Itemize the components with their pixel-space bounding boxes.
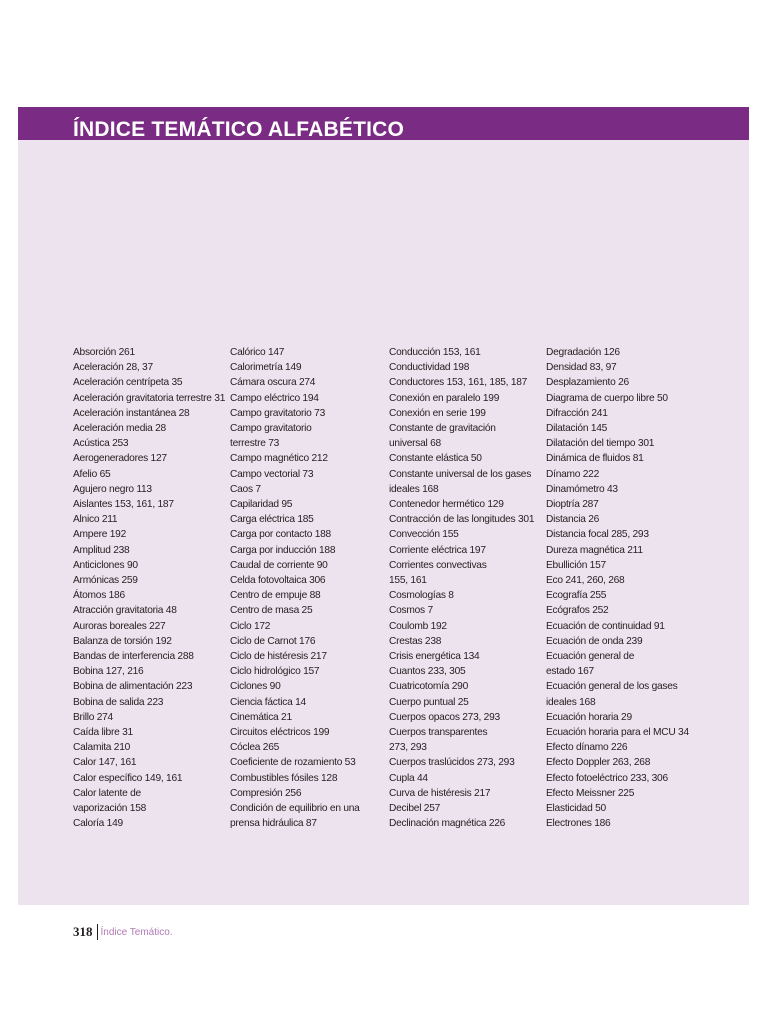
- index-entry: ideales 168: [546, 696, 596, 708]
- index-entry: Ciclo hidrológico 157: [230, 666, 320, 678]
- index-entry: Decibel 257: [389, 803, 441, 815]
- page-footer: [73, 922, 173, 942]
- index-entry: Aceleración 28, 37: [73, 362, 153, 374]
- index-entry: Agujero negro 113: [73, 483, 152, 495]
- index-entry: Crestas 238: [389, 635, 442, 647]
- index-entry: Ecografía 255: [546, 590, 607, 602]
- index-entry: estado 167: [546, 666, 594, 678]
- index-entry: Aislantes 153, 161, 187: [73, 499, 174, 511]
- index-entry: Distancia 26: [546, 514, 600, 526]
- index-entry: Anticiclones 90: [73, 559, 138, 571]
- index-entry: Contracción de las longitudes 301: [389, 514, 535, 526]
- index-entry: Conducción 153, 161: [389, 347, 481, 358]
- page-number: 318: [73, 924, 93, 939]
- index-entry: Dinámica de fluidos 81: [546, 453, 644, 465]
- index-entry: 273, 293: [389, 742, 427, 754]
- index-entry: Convección 155: [389, 529, 459, 541]
- index-entry: Elasticidad 50: [546, 803, 606, 815]
- index-entry: Aceleración gravitatoria terrestre 31: [73, 392, 226, 404]
- index-entry: Ampere 192: [73, 529, 126, 541]
- index-entry: Constante elástica 50: [389, 453, 482, 465]
- index-entry: Dilatación del tiempo 301: [546, 438, 655, 450]
- index-entry: Carga eléctrica 185: [230, 514, 314, 526]
- index-entry: Difracción 241: [546, 407, 608, 419]
- index-entry: Ecuación de continuidad 91: [546, 620, 665, 632]
- index-entry: Constante de gravitación: [389, 423, 496, 435]
- index-entry: Bobina de alimentación 223: [73, 681, 193, 693]
- index-entry: Ecuación general de los gases: [546, 681, 678, 693]
- index-entry: Cóclea 265: [230, 742, 280, 754]
- index-entry: Cuerpos transparentes: [389, 727, 488, 739]
- index-entry: Caos 7: [230, 483, 261, 495]
- footer-section-label: Índice Temático.: [100, 926, 173, 938]
- index-entry: Cosmologías 8: [389, 590, 454, 602]
- index-entry: Efecto Doppler 263, 268: [546, 757, 651, 769]
- index-entry: Aceleración instantánea 28: [73, 407, 190, 419]
- index-entry: Dureza magnética 211: [546, 544, 643, 556]
- index-entry: Caída libre 31: [73, 727, 133, 739]
- index-entry: Conexión en paralelo 199: [389, 392, 500, 404]
- index-entry: Conductores 153, 161, 185, 187: [389, 377, 528, 389]
- index-entry: Calórico 147: [230, 347, 285, 358]
- index-entry: Distancia focal 285, 293: [546, 529, 649, 541]
- index-entry: Dínamo 222: [546, 468, 599, 480]
- index-entry: Brillo 274: [73, 711, 113, 723]
- index-entry: Eco 241, 260, 268: [546, 575, 625, 587]
- page-title: ÍNDICE TEMÁTICO ALFABÉTICO: [73, 118, 405, 140]
- index-entry: Ciclo de histéresis 217: [230, 651, 327, 663]
- index-entry: Centro de masa 25: [230, 605, 313, 617]
- index-column-3: [389, 345, 539, 832]
- index-entry: Calorimetría 149: [230, 362, 302, 374]
- index-entry: Cuantos 233, 305: [389, 666, 466, 678]
- index-entry: vaporización 158: [73, 803, 147, 815]
- index-entry: Circuitos eléctricos 199: [230, 727, 330, 739]
- index-entry: Combustibles fósiles 128: [230, 772, 338, 784]
- index-entry: Campo gravitatorio: [230, 423, 312, 435]
- index-entry: Degradación 126: [546, 347, 620, 358]
- index-entry: Desplazamiento 26: [546, 377, 629, 389]
- index-entry: Afelio 65: [73, 468, 111, 480]
- index-entry: Átomos 186: [73, 590, 125, 602]
- index-entry: Calor específico 149, 161: [73, 772, 183, 784]
- index-entry: Crisis energética 134: [389, 651, 480, 663]
- index-entry: Campo eléctrico 194: [230, 392, 319, 404]
- index-entry: Conductividad 198: [389, 362, 470, 374]
- index-entry: Compresión 256: [230, 787, 302, 799]
- index-entry: Cupla 44: [389, 772, 428, 784]
- index-entry: Ciclo 172: [230, 620, 271, 632]
- index-entry: Campo magnético 212: [230, 453, 328, 465]
- title-bar: [18, 107, 749, 140]
- index-entry: Carga por inducción 188: [230, 544, 336, 556]
- index-entry: Corrientes convectivas: [389, 559, 487, 571]
- index-entry: universal 68: [389, 438, 441, 450]
- index-entry: Efecto Meissner 225: [546, 787, 635, 799]
- index-entry: Cinemática 21: [230, 711, 292, 723]
- index-entry: Cuerpos traslúcidos 273, 293: [389, 757, 515, 769]
- index-entry: Ciencia fáctica 14: [230, 696, 306, 708]
- index-column-2: [230, 345, 380, 832]
- index-entry: Coulomb 192: [389, 620, 447, 632]
- index-entry: Campo vectorial 73: [230, 468, 314, 480]
- index-entry: Cosmos 7: [389, 605, 433, 617]
- index-entry: Acústica 253: [73, 438, 129, 450]
- index-entry: Ecuación de onda 239: [546, 635, 643, 647]
- index-entry: Caudal de corriente 90: [230, 559, 328, 571]
- index-entry: Bobina 127, 216: [73, 666, 144, 678]
- index-entry: Armónicas 259: [73, 575, 138, 587]
- index-entry: Bandas de interferencia 288: [73, 651, 194, 663]
- index-entry: Carga por contacto 188: [230, 529, 331, 541]
- index-entry: Caloría 149: [73, 818, 123, 830]
- index-entry: Densidad 83, 97: [546, 362, 617, 374]
- index-entry: Bobina de salida 223: [73, 696, 164, 708]
- index-entry: Aceleración centrípeta 35: [73, 377, 183, 389]
- index-entry: Condición de equilibrio en una: [230, 803, 360, 815]
- index-entry: Cuerpo puntual 25: [389, 696, 469, 708]
- index-entry: Ecuación horaria 29: [546, 711, 632, 723]
- index-entry: Declinación magnética 226: [389, 818, 506, 830]
- index-entry: Coeficiente de rozamiento 53: [230, 757, 356, 769]
- index-entry: Efecto dínamo 226: [546, 742, 628, 754]
- index-entry: Aerogeneradores 127: [73, 453, 167, 465]
- index-entry: Cuerpos opacos 273, 293: [389, 711, 500, 723]
- index-entry: Curva de histéresis 217: [389, 787, 491, 799]
- index-entry: 155, 161: [389, 575, 427, 587]
- index-entry: terrestre 73: [230, 438, 280, 450]
- index-entry: Ecógrafos 252: [546, 605, 609, 617]
- index-entry: Calor latente de: [73, 787, 141, 799]
- index-entry: Campo gravitatorio 73: [230, 407, 325, 419]
- index-entry: Ciclones 90: [230, 681, 281, 693]
- index-entry: Ebullición 157: [546, 559, 606, 571]
- index-entry: Celda fotovoltaica 306: [230, 575, 326, 587]
- index-entry: Dinamómetro 43: [546, 483, 618, 495]
- index-entry: ideales 168: [389, 483, 439, 495]
- index-entry: Ecuación horaria para el MCU 34: [546, 727, 689, 739]
- index-entry: Efecto fotoeléctrico 233, 306: [546, 772, 668, 784]
- index-entry: Absorción 261: [73, 347, 135, 358]
- index-entry: Dilatación 145: [546, 423, 608, 435]
- index-entry: Calamita 210: [73, 742, 131, 754]
- index-entry: Constante universal de los gases: [389, 468, 532, 480]
- index-entry: Contenedor hermético 129: [389, 499, 504, 511]
- index-entry: Alnico 211: [73, 514, 118, 526]
- index-entry: Balanza de torsión 192: [73, 635, 172, 647]
- index-entry: prensa hidráulica 87: [230, 818, 317, 830]
- index-entry: Centro de empuje 88: [230, 590, 321, 602]
- index-entry: Conexión en serie 199: [389, 407, 486, 419]
- index-entry: Electrones 186: [546, 818, 611, 830]
- index-entry: Diagrama de cuerpo libre 50: [546, 392, 668, 404]
- index-entry: Dioptría 287: [546, 499, 599, 511]
- index-entry: Calor 147, 161: [73, 757, 137, 769]
- footer-divider: [97, 924, 98, 940]
- index-column-1: [73, 345, 226, 832]
- index-entry: Auroras boreales 227: [73, 620, 166, 632]
- index-entry: Amplitud 238: [73, 544, 130, 556]
- index-entry: Corriente eléctrica 197: [389, 544, 486, 556]
- index-entry: Ciclo de Carnot 176: [230, 635, 316, 647]
- index-entry: Ecuación general de: [546, 651, 635, 663]
- index-entry: Capilaridad 95: [230, 499, 293, 511]
- index-column-4: [546, 345, 696, 832]
- index-entry: Cámara oscura 274: [230, 377, 316, 389]
- index-entry: Cuatricotomía 290: [389, 681, 468, 693]
- index-entry: Aceleración media 28: [73, 423, 166, 435]
- index-entry: Atracción gravitatoria 48: [73, 605, 177, 617]
